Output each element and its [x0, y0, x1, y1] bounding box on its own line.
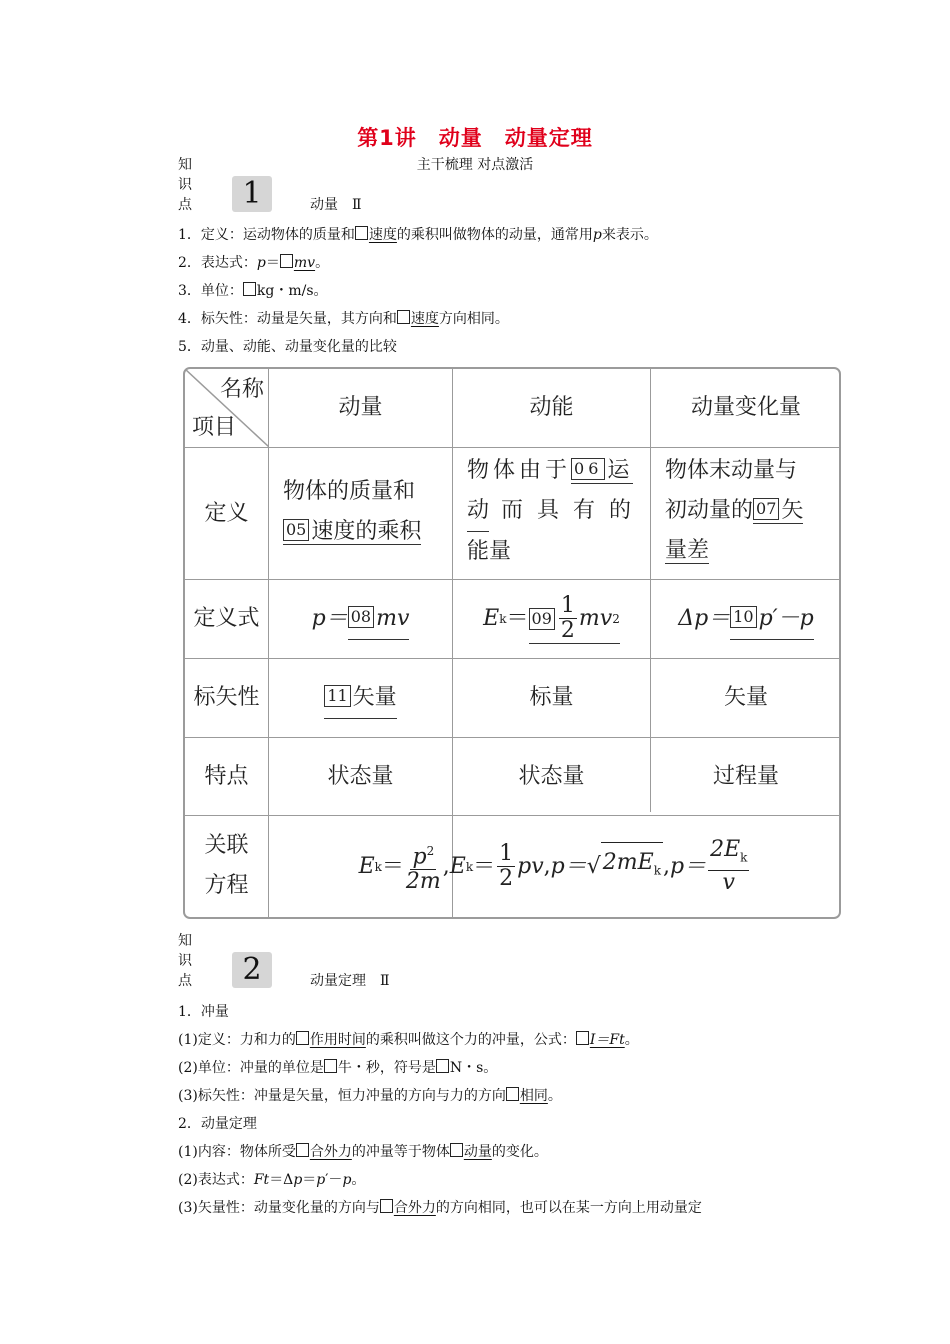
cell-text: 物体由于 — [467, 458, 572, 483]
relation-equations — [269, 816, 841, 917]
text: (1)内容：物体所受 — [178, 1144, 296, 1160]
kp1-line-unit — [178, 281, 328, 301]
kp1-line-compare: 5．动量、动能、动量变化量的比较 — [178, 339, 397, 355]
text: 的冲量等于物体 — [351, 1144, 450, 1160]
col-header-kinetic-energy: 动能 — [529, 395, 574, 420]
text: 。 — [483, 1060, 498, 1076]
kp-number-badge: 1 — [232, 176, 272, 212]
math-text: E — [449, 853, 466, 879]
cell-text: 速度的乘积 — [311, 519, 422, 544]
answer-text: 作用时间 — [309, 1032, 366, 1048]
fraction-numerator: p — [412, 844, 427, 870]
answer-text: 相同 — [519, 1088, 548, 1104]
cell-text: 量差 — [665, 538, 710, 563]
math-subscript: k — [465, 859, 474, 874]
corner-header-bottom: 项目 — [191, 415, 236, 440]
math-superscript: 2 — [426, 843, 435, 858]
def-kinetic-cell — [467, 451, 645, 577]
kp-name: 动量定理 Ⅱ — [310, 973, 390, 989]
text: 。 — [351, 1172, 366, 1188]
answer-text: kg・m/s。 — [256, 283, 328, 299]
blank-box-icon — [576, 1031, 589, 1045]
math-text: p＝ — [669, 853, 707, 879]
blank-box-icon — [397, 310, 410, 324]
math-text: ＝ — [381, 853, 404, 879]
math-subscript: k — [653, 863, 661, 878]
formula-kinetic — [453, 580, 650, 658]
kp-name: 动量 Ⅱ — [310, 197, 362, 213]
row-header-definition: 定义 — [204, 500, 249, 526]
page-title: 第1讲 动量 动量定理 — [357, 126, 593, 150]
cell-text: 初动量的 — [665, 498, 754, 523]
text: ，符号是 — [379, 1060, 436, 1076]
kp2-line-impulse-unit — [178, 1058, 497, 1078]
fraction-denominator: v — [722, 869, 735, 895]
cell-text: 而具有的 — [500, 498, 645, 523]
text: 方向相同。 — [438, 311, 509, 327]
math-text: , — [442, 853, 450, 879]
answer-number-badge: 08 — [348, 606, 374, 628]
text: ＝ — [302, 1172, 317, 1188]
answer-text: 合外力 — [309, 1144, 352, 1160]
text: 的方向相同，也可以在某一方向上用动量定 — [435, 1200, 702, 1216]
answer-text: I＝Ft — [589, 1032, 625, 1048]
answer-number-badge: 10 — [730, 606, 756, 628]
math-text: Δp＝ — [678, 606, 731, 631]
cell-text: 动 — [467, 491, 489, 532]
math-text: mv — [376, 605, 410, 631]
fraction-denominator: 2 — [560, 618, 575, 643]
math-text: E — [358, 853, 375, 879]
answer-text: N・s — [449, 1060, 484, 1076]
row-header-formula: 定义式 — [193, 606, 260, 631]
text: (2)表达式： — [178, 1172, 254, 1188]
symbol: p — [592, 227, 602, 243]
blank-box-icon — [296, 1031, 309, 1045]
row-header-vector: 标矢性 — [193, 685, 260, 710]
math-text: , — [662, 853, 670, 879]
vector-momentum — [269, 659, 452, 737]
text: 3．单位： — [178, 283, 243, 299]
text: ＝Δ — [269, 1172, 294, 1188]
text: 1．定义：运动物体的质量和 — [178, 227, 355, 243]
blank-box-icon — [355, 226, 368, 240]
symbol: p — [316, 1172, 326, 1188]
kp2-line-impulse-def — [178, 1030, 639, 1050]
formula-momentum — [269, 580, 452, 658]
blank-box-icon — [324, 1059, 337, 1073]
kp-label: 知识点 — [178, 157, 192, 213]
kp2-line-theorem-vector — [178, 1198, 702, 1218]
text: ＝ — [265, 255, 280, 271]
table-divider — [185, 447, 839, 448]
blank-box-icon — [450, 1143, 463, 1157]
math-subscript: k — [374, 859, 382, 874]
text: 的乘积叫做物体的动量，通常用 — [396, 227, 593, 243]
fraction-numerator: 1 — [499, 841, 514, 866]
text: (3)标矢性：冲量是矢量，恒力冲量的方向与力的方向 — [178, 1088, 506, 1104]
answer-text: 合外力 — [393, 1200, 436, 1216]
math-subscript: k — [740, 850, 748, 865]
math-text: p＝ — [550, 853, 587, 879]
math-text: p＝ — [311, 606, 348, 631]
answer-text: 速度 — [368, 227, 397, 243]
math-text: E — [483, 606, 500, 631]
sqrt-icon: √ — [586, 853, 601, 879]
comparison-table — [183, 367, 841, 919]
feature-change: 过程量 — [712, 763, 779, 789]
col-header-momentum: 动量 — [338, 395, 383, 420]
vector-kinetic: 标量 — [529, 685, 574, 710]
math-text: mv — [578, 605, 613, 631]
kp-number-badge: 2 — [232, 952, 272, 988]
math-text: ＝ — [506, 606, 529, 631]
fraction-denominator: 2m — [405, 869, 441, 895]
fraction-numerator: 2E — [710, 837, 741, 863]
blank-box-icon — [436, 1059, 449, 1073]
kp2-line-theorem-content — [178, 1142, 548, 1162]
page-subtitle: 主干梳理 对点激活 — [416, 157, 534, 173]
text: ′－ — [325, 1172, 343, 1188]
text: 2．表达式： — [178, 255, 257, 271]
math-text: , — [543, 853, 551, 879]
kp2-line-impulse-vector — [178, 1086, 562, 1106]
kp-label: 知识点 — [178, 933, 192, 989]
formula-change — [651, 580, 841, 658]
kp1-line-definition — [178, 225, 658, 245]
feature-momentum: 状态量 — [327, 763, 394, 789]
text: (1)定义：力和力的 — [178, 1032, 296, 1048]
answer-text: 速度 — [410, 311, 439, 327]
math-text: p′－p — [758, 605, 814, 631]
text: 来表示。 — [601, 227, 658, 243]
cell-text: 物体末动量与 — [665, 458, 798, 483]
math-superscript: 2 — [612, 611, 620, 626]
cell-text: 物体的质量和 — [283, 479, 416, 504]
symbol: p — [342, 1172, 352, 1188]
math-text: pv — [517, 853, 544, 879]
cell-text: 矢量 — [352, 684, 397, 710]
answer-text: mv — [293, 255, 316, 271]
cell-text: 关联 — [204, 833, 249, 858]
row-header-feature: 特点 — [204, 763, 249, 789]
def-momentum-cell — [283, 472, 448, 562]
kp2-line-impulse: 1．冲量 — [178, 1004, 229, 1020]
row-header-relation — [185, 816, 268, 917]
blank-box-icon — [243, 282, 256, 296]
math-text: 2mE — [602, 850, 654, 876]
kp2-line-theorem: 2．动量定理 — [178, 1116, 257, 1132]
cell-text: 能量 — [467, 539, 512, 564]
text: 的乘积叫做这个力的冲量，公式： — [365, 1032, 576, 1048]
cell-text: 方程 — [204, 873, 249, 898]
fraction-numerator: 1 — [560, 593, 575, 618]
text: 。 — [315, 255, 330, 271]
kp1-line-expression — [178, 253, 329, 273]
kp2-line-theorem-expression — [178, 1170, 365, 1190]
blank-box-icon — [280, 254, 293, 268]
text: 4．标矢性：动量是矢量，其方向和 — [178, 311, 397, 327]
blank-box-icon — [380, 1199, 393, 1213]
corner-header-top: 名称 — [219, 377, 264, 402]
blank-box-icon — [506, 1087, 519, 1101]
answer-number-badge: 09 — [529, 608, 555, 630]
math-text: ＝ — [473, 853, 496, 879]
text: (2)单位：冲量的单位是 — [178, 1060, 324, 1076]
answer-number-badge: 05 — [283, 519, 309, 541]
text: 。 — [624, 1032, 639, 1048]
symbol: Ft — [253, 1172, 270, 1188]
math-subscript: k — [499, 612, 507, 626]
text: 。 — [547, 1088, 562, 1104]
answer-number-badge: 11 — [324, 685, 350, 707]
text: (3)矢量性：动量变化量的方向与 — [178, 1200, 380, 1216]
def-change-cell — [665, 451, 835, 577]
text: 的变化。 — [491, 1144, 548, 1160]
symbol: p — [256, 255, 266, 271]
vector-change: 矢量 — [723, 685, 768, 710]
cell-text: 运 — [607, 458, 634, 483]
answer-text: 牛・秒 — [337, 1060, 380, 1076]
cell-text: 矢 — [781, 498, 804, 523]
symbol: p — [293, 1172, 303, 1188]
col-header-momentum-change: 动量变化量 — [690, 395, 801, 420]
fraction-denominator: 2 — [499, 866, 514, 891]
answer-number-badge: 07 — [753, 498, 779, 520]
blank-box-icon — [296, 1143, 309, 1157]
answer-number-badge: 06 — [571, 458, 605, 480]
answer-text: 动量 — [463, 1144, 492, 1160]
kp1-line-vector — [178, 309, 509, 329]
feature-kinetic: 状态量 — [518, 763, 585, 789]
